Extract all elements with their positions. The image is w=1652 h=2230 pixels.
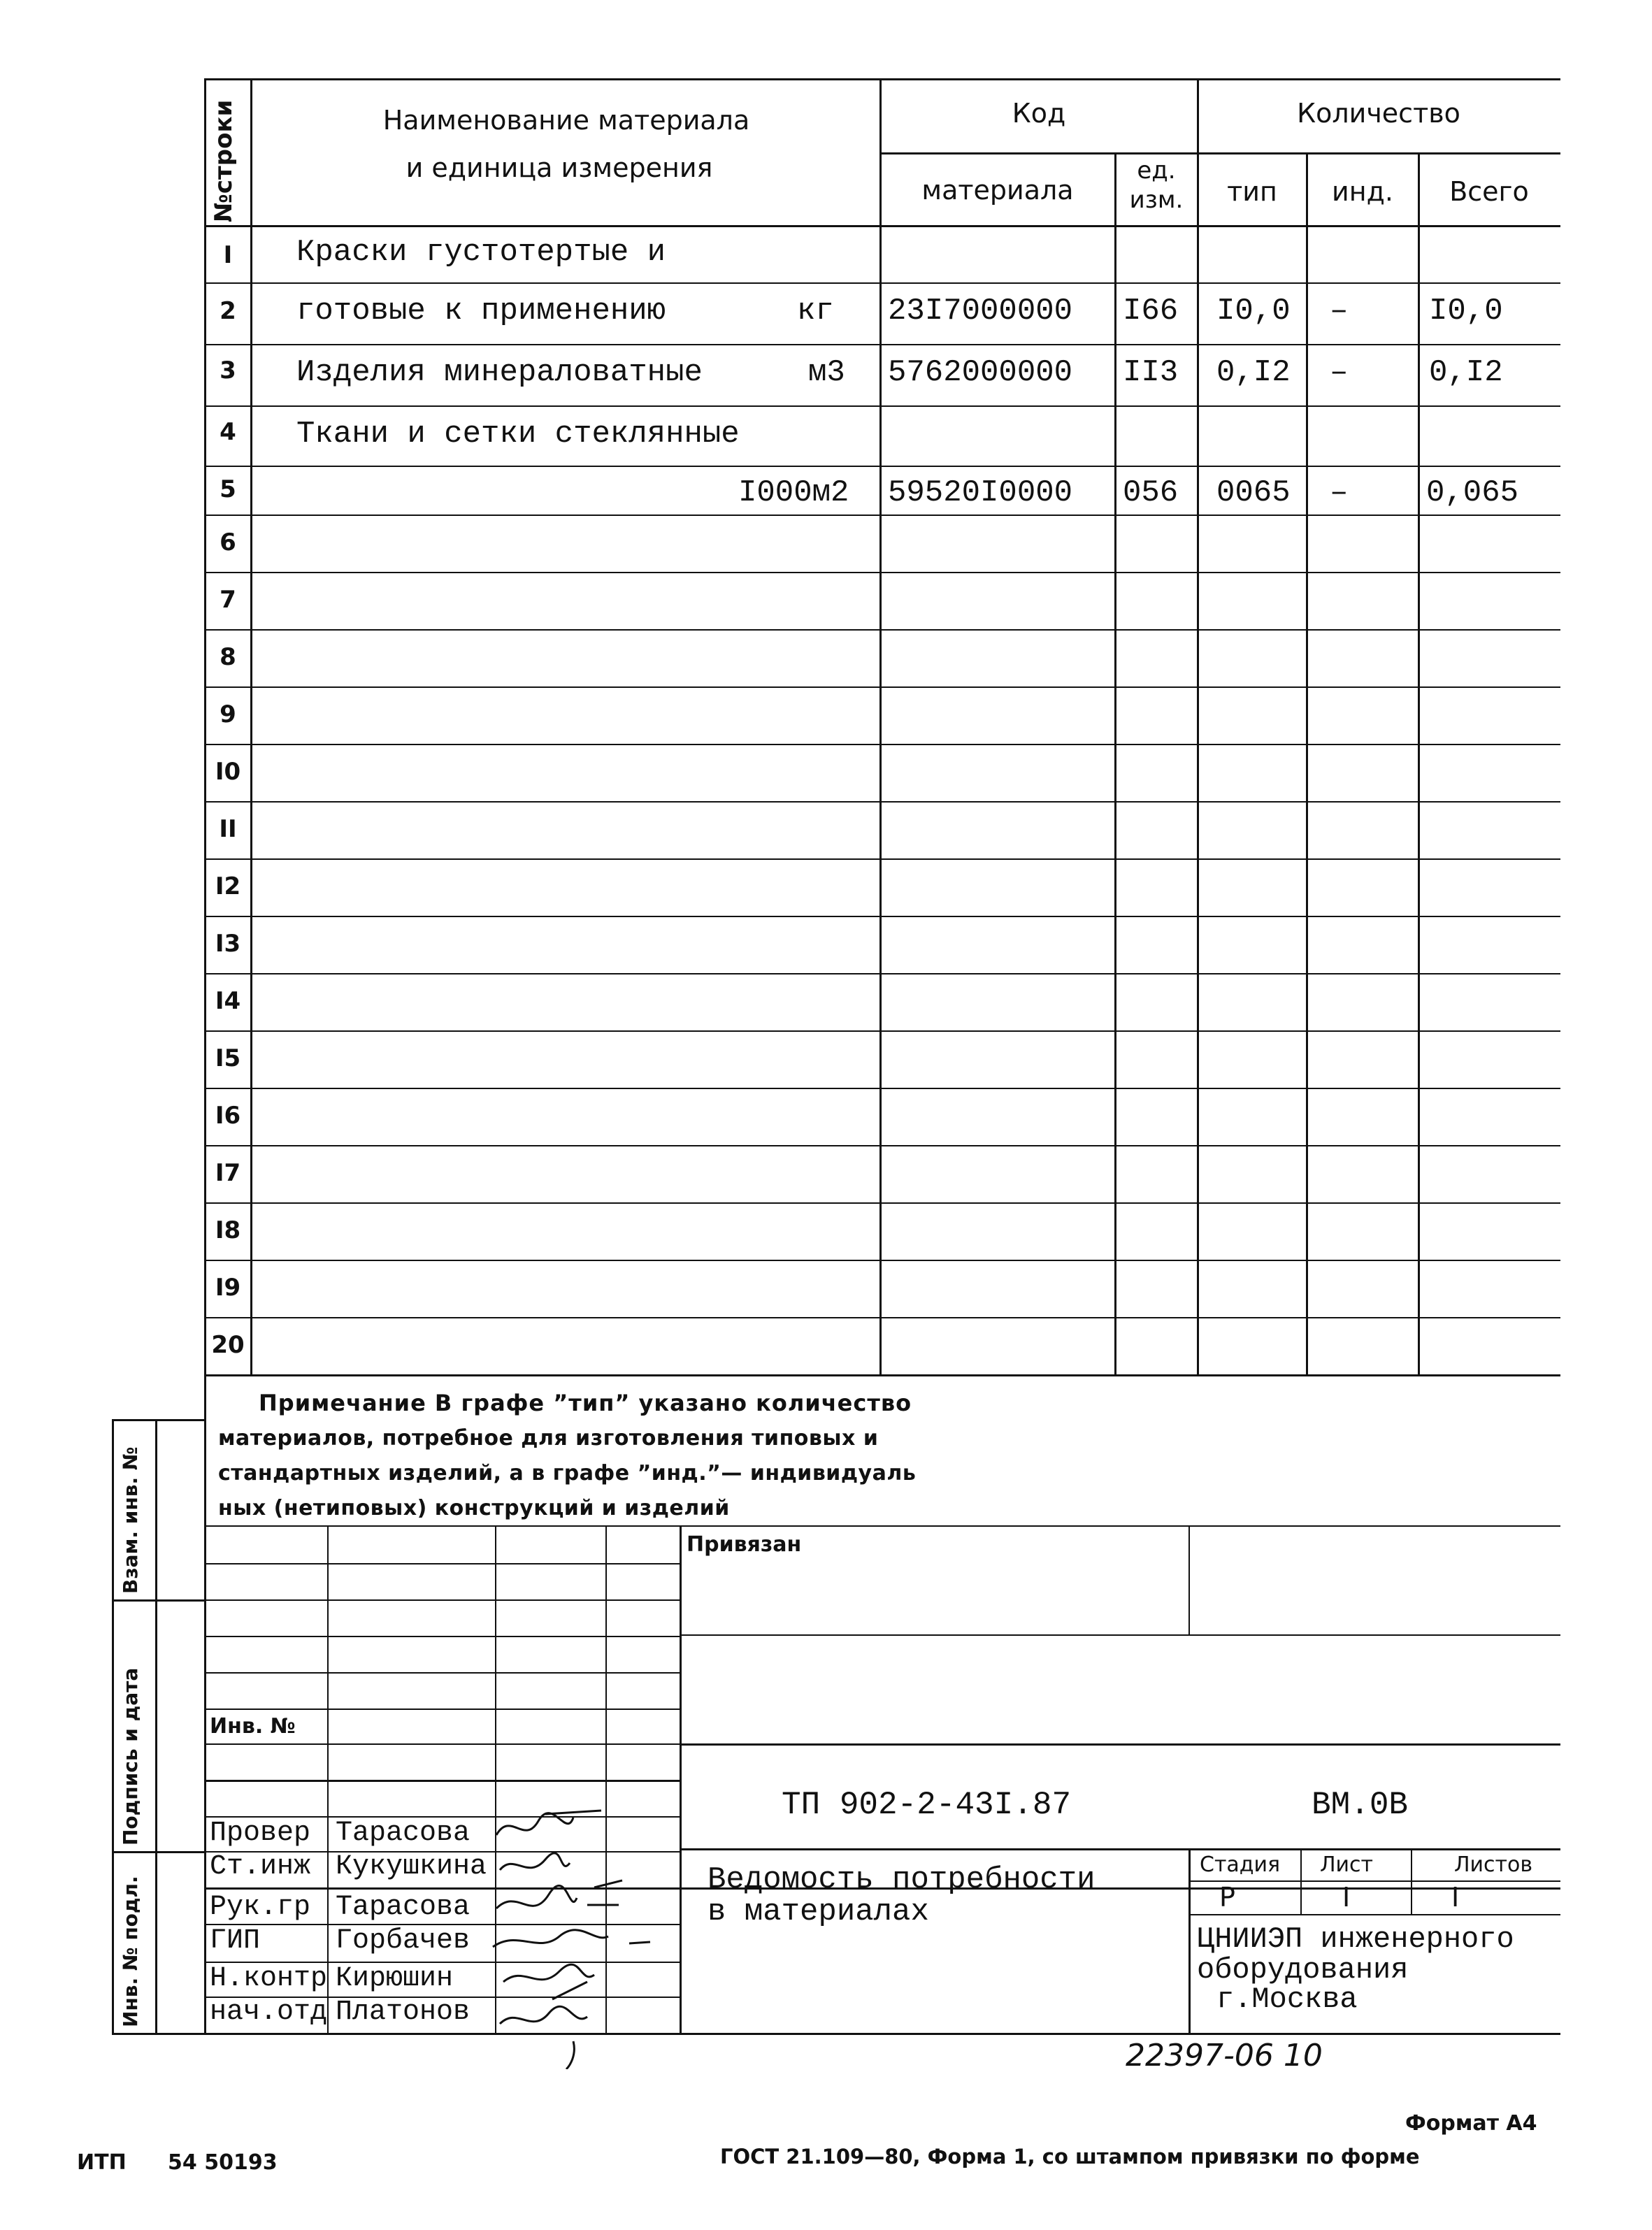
total-subheader: Всего <box>1449 176 1529 207</box>
unit-code: 056 <box>1123 475 1179 510</box>
row-number: 9 <box>220 700 236 728</box>
material-code: 5762000000 <box>888 355 1073 390</box>
row-number: I9 <box>215 1274 241 1302</box>
person-name: Кирюшин <box>336 1963 454 1994</box>
sheet-label: Лист <box>1320 1853 1374 1877</box>
unit-subheader-line1: ед. <box>1137 157 1176 185</box>
person-name: Тарасова <box>336 1892 471 1923</box>
doc-title-line1: Ведомость потребности <box>708 1862 1096 1897</box>
podpis-data-label: Подпись и дата <box>119 1667 142 1846</box>
org-line3: г.Москва <box>1216 1983 1358 2016</box>
signature-scribbles <box>489 1804 685 2069</box>
material-code: 23I7000000 <box>888 294 1073 329</box>
doc-mark: ВМ.0В <box>1312 1787 1409 1823</box>
qty-ind: – <box>1330 355 1349 390</box>
material-name: Изделия минераловатные <box>296 355 703 390</box>
material-unit: м3 <box>808 355 845 390</box>
qty-header: Количество <box>1297 98 1460 129</box>
row-number: I0 <box>215 758 241 786</box>
qty-ind: – <box>1330 475 1349 510</box>
role-label: Провер <box>210 1818 311 1849</box>
sheets-label: Листов <box>1454 1853 1533 1877</box>
row-number: 4 <box>220 418 236 446</box>
qty-total: 0,065 <box>1426 475 1519 510</box>
sheets-value: I <box>1451 1882 1460 1913</box>
stage-value: Р <box>1219 1882 1235 1913</box>
handwritten-number: 22397-06 10 <box>1126 2038 1323 2073</box>
qty-total: 0,I2 <box>1429 355 1503 390</box>
row-number: 6 <box>220 528 236 556</box>
inv-podl-label: Инв. № подл. <box>119 1876 142 2027</box>
doc-code: ТП 902-2-43I.87 <box>782 1787 1072 1823</box>
row-number: I2 <box>215 872 241 900</box>
itp-number: 54 50193 <box>168 2150 278 2175</box>
unit-subheader-line2: изм. <box>1129 186 1184 214</box>
code-header: Код <box>1012 98 1066 129</box>
role-label: Н.контр <box>210 1963 328 1994</box>
privyazan-label: Привязан <box>687 1532 802 1557</box>
row-number: 8 <box>220 643 236 671</box>
material-name: готовые к применению <box>296 294 666 329</box>
note-line: ных (нетиповых) конструкций и изделий <box>218 1496 730 1520</box>
gost-label: ГОСТ 21.109—80, Форма 1, со штампом привязки по форме <box>720 2145 1420 2168</box>
person-name: Тарасова <box>336 1818 471 1849</box>
name-header-line2: и единица измерения <box>405 152 713 183</box>
note-line: Примечание В графе ”тип” указано количество <box>259 1390 912 1416</box>
material-subheader: материала <box>921 175 1074 206</box>
person-name: Платонов <box>336 1997 471 2028</box>
qty-type: I0,0 <box>1216 294 1291 329</box>
inv-no-label: Инв. № <box>210 1714 296 1739</box>
qty-type: 0065 <box>1216 475 1291 510</box>
qty-type: 0,I2 <box>1216 355 1291 390</box>
material-code: 59520I0000 <box>888 475 1073 510</box>
row-number: I5 <box>215 1044 241 1072</box>
qty-total: I0,0 <box>1429 294 1503 329</box>
row-number: I3 <box>215 930 241 958</box>
row-number: 7 <box>220 586 236 614</box>
role-label: нач.отд <box>210 1997 328 2028</box>
role-label: ГИП <box>210 1925 261 1957</box>
vzam-inv-label: Взам. инв. № <box>119 1446 142 1594</box>
row-number: 3 <box>220 357 236 384</box>
note-line: стандартных изделий, а в графе ”инд.”— индивидуаль <box>218 1461 917 1486</box>
role-label: Рук.гр <box>210 1892 311 1923</box>
person-name: Кукушкина <box>336 1851 487 1883</box>
sheet-value: I <box>1342 1882 1351 1913</box>
type-subheader: тип <box>1227 176 1277 207</box>
stage-label: Стадия <box>1200 1853 1281 1877</box>
material-unit: кг <box>797 294 834 329</box>
qty-ind: – <box>1330 294 1349 329</box>
format-label: Формат А4 <box>1405 2111 1537 2136</box>
row-number: II <box>219 815 237 843</box>
note-line: материалов, потребное для изготовления типовых и <box>218 1426 879 1451</box>
material-unit: I000м2 <box>738 475 849 510</box>
row-number: 20 <box>211 1331 245 1359</box>
row-number: I4 <box>215 987 241 1015</box>
doc-title-line2: в материалах <box>708 1894 929 1929</box>
row-number: 5 <box>220 475 236 503</box>
itp-label: ИТП <box>77 2150 127 2175</box>
rownum-header: №строки <box>210 99 238 222</box>
row-number: I8 <box>215 1216 241 1244</box>
ind-subheader: инд. <box>1332 176 1393 207</box>
material-name: Краски густотертые и <box>296 235 666 270</box>
material-name: Ткани и сетки стеклянные <box>296 417 740 452</box>
name-header-line1: Наименование материала <box>382 105 750 136</box>
role-label: Ст.инж <box>210 1851 311 1883</box>
row-number: I <box>223 241 233 269</box>
org-line2: оборудования <box>1197 1953 1409 1987</box>
unit-code: I66 <box>1123 294 1179 329</box>
unit-code: II3 <box>1123 355 1179 390</box>
row-number: 2 <box>220 297 236 325</box>
person-name: Горбачев <box>336 1925 471 1957</box>
row-number: I6 <box>215 1102 241 1130</box>
row-number: I7 <box>215 1159 241 1187</box>
org-line1: ЦНИИЭП инженерного <box>1197 1922 1514 1956</box>
